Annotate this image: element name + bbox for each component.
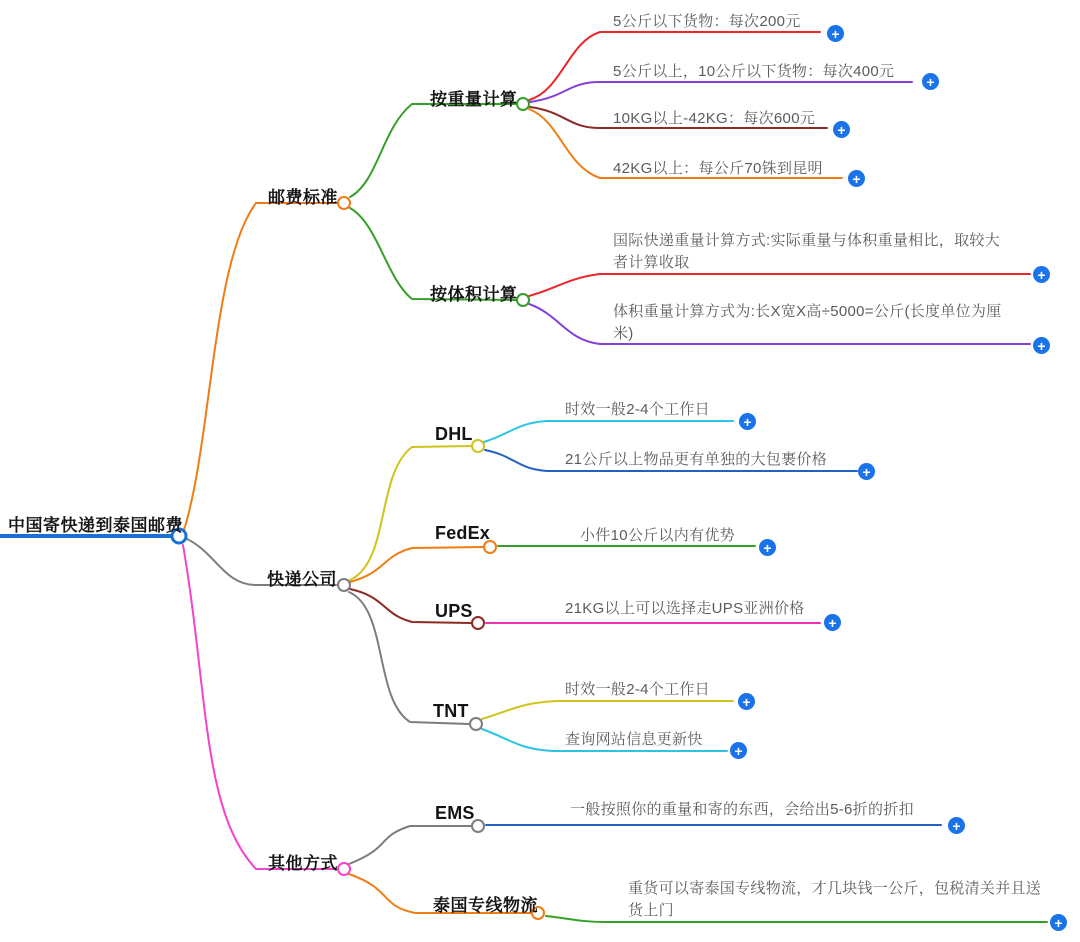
leaf-tnt-site[interactable]: 查询网站信息更新快: [565, 731, 703, 748]
node-label-ems[interactable]: EMS: [435, 803, 475, 823]
add-node-icon[interactable]: +: [1033, 337, 1050, 354]
node-handle-other-methods[interactable]: [338, 863, 350, 875]
edge-root-other-methods: [183, 545, 336, 869]
add-node-icon[interactable]: +: [858, 463, 875, 480]
add-node-icon[interactable]: +: [948, 817, 965, 834]
add-node-icon[interactable]: +: [739, 413, 756, 430]
add-node-icon[interactable]: +: [824, 614, 841, 631]
node-label-express-companies[interactable]: 快递公司: [267, 570, 337, 589]
leaf-tnt-time[interactable]: 时效一般2-4个工作日: [565, 681, 710, 698]
leaf-under5kg[interactable]: 5公斤以下货物：每次200元: [613, 13, 801, 30]
leaf-thailand-heavy[interactable]: 重货可以寄泰国专线物流，才几块钱一公斤，包税清关并且送货上门: [628, 880, 1042, 919]
root-node-label[interactable]: 中国寄快递到泰国邮费: [8, 516, 183, 535]
add-node-icon[interactable]: +: [833, 121, 850, 138]
add-node-icon[interactable]: +: [827, 25, 844, 42]
leaf-fedex-small[interactable]: 小件10公斤以内有优势: [580, 527, 735, 544]
edge-root-postage-standard: [184, 203, 336, 530]
add-node-icon[interactable]: +: [922, 73, 939, 90]
leaf-ups-asia[interactable]: 21KG以上可以选择走UPS亚洲价格: [565, 600, 805, 617]
node-label-tnt[interactable]: TNT: [433, 701, 469, 721]
node-label-ups[interactable]: UPS: [435, 601, 473, 621]
edge-dhl: [350, 446, 471, 580]
node-handle-express-companies[interactable]: [338, 579, 350, 591]
leaf-5to10kg[interactable]: 5公斤以上，10公斤以下货物：每次400元: [613, 63, 895, 80]
leaf-ems-discount[interactable]: 一般按照你的重量和寄的东西，会给出5-6折的折扣: [570, 801, 914, 818]
node-handle-postage-standard[interactable]: [338, 197, 350, 209]
leaf-volume-formula[interactable]: 体积重量计算方式为:长X宽X高÷5000=公斤(长度单位为厘米): [613, 303, 1002, 342]
node-handle-by-volume[interactable]: [517, 294, 529, 306]
leaf-dhl-time[interactable]: 时效一般2-4个工作日: [565, 401, 710, 418]
edge-leaf-5to10kg: [530, 82, 912, 102]
node-label-fedex[interactable]: FedEx: [435, 523, 491, 543]
edge-ems: [349, 826, 471, 864]
edge-leaf-tnt-time: [482, 701, 733, 719]
leaf-dhl-bigparcel[interactable]: 21公斤以上物品更有单独的大包裹价格: [565, 451, 828, 468]
node-label-by-weight[interactable]: 按重量计算: [430, 90, 518, 109]
add-node-icon[interactable]: +: [759, 539, 776, 556]
edge-fedex: [350, 547, 483, 582]
node-label-postage-standard[interactable]: 邮费标准: [268, 188, 338, 207]
node-label-other-methods[interactable]: 其他方式: [268, 854, 338, 873]
node-label-dhl[interactable]: DHL: [435, 424, 473, 444]
leaf-10to42kg[interactable]: 10KG以上-42KG：每次600元: [613, 110, 816, 127]
add-node-icon[interactable]: +: [730, 742, 747, 759]
node-handle-ups[interactable]: [472, 617, 484, 629]
add-node-icon[interactable]: +: [1050, 914, 1067, 931]
node-handle-tnt[interactable]: [470, 718, 482, 730]
node-handle-by-weight[interactable]: [517, 98, 529, 110]
edge-by-weight: [350, 104, 516, 197]
leaf-intl-weight-rule[interactable]: 国际快递重量计算方式:实际重量与体积重量相比，取较大者计算收取: [613, 232, 1000, 271]
node-label-thailand-line[interactable]: 泰国专线物流: [433, 896, 538, 915]
edge-leaf-intl-weight-rule: [529, 274, 1030, 296]
leaf-over42kg[interactable]: 42KG以上：每公斤70铢到昆明: [613, 160, 823, 177]
node-label-by-volume[interactable]: 按体积计算: [430, 285, 518, 304]
add-node-icon[interactable]: +: [1033, 266, 1050, 283]
edge-leaf-dhl-time: [484, 421, 733, 442]
node-handle-dhl[interactable]: [472, 440, 484, 452]
add-node-icon[interactable]: +: [738, 693, 755, 710]
add-node-icon[interactable]: +: [848, 170, 865, 187]
